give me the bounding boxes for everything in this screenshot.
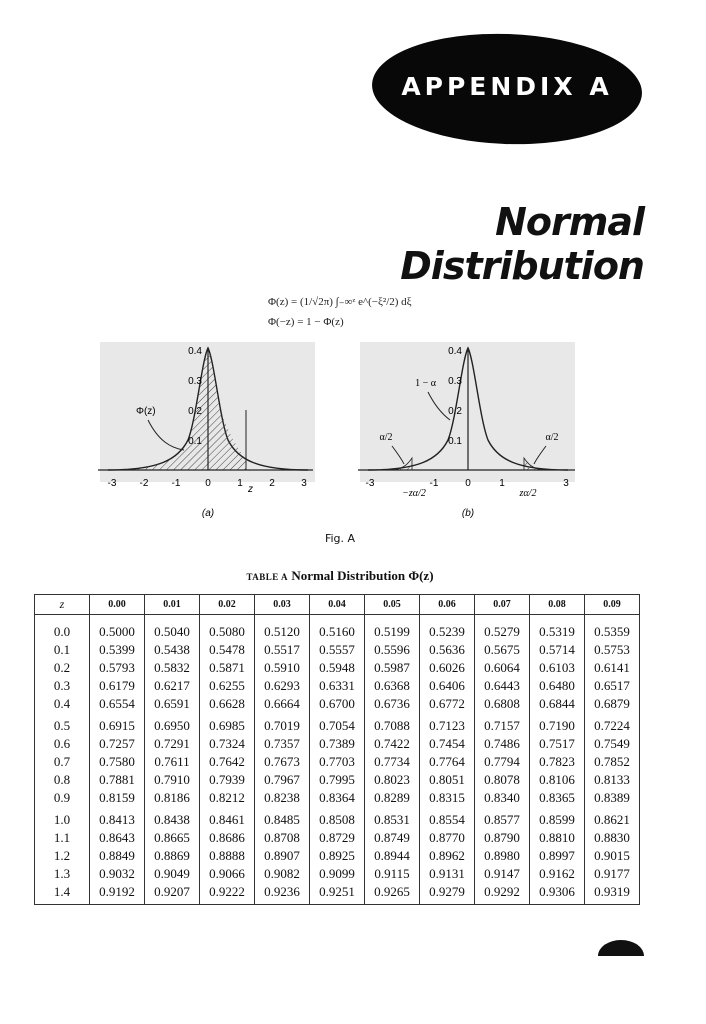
formula-cdf: Φ(z) = (1/√2π) ∫₋∞ᶻ e^(−ξ²/2) dξ <box>268 296 412 308</box>
panel-a-xtick-6: 2 <box>269 478 275 489</box>
probability-cell: 0.6368 <box>365 677 420 695</box>
header-0.07: 0.07 <box>475 595 530 615</box>
panel-a-z-label: z <box>248 484 253 495</box>
panel-a-label: (a) <box>201 508 215 519</box>
header-0.00: 0.00 <box>90 595 145 615</box>
z-value-cell: 0.8 <box>35 771 90 789</box>
probability-cell: 0.6103 <box>530 659 585 677</box>
z-value-cell: 0.7 <box>35 753 90 771</box>
probability-cell: 0.8531 <box>365 807 420 829</box>
probability-cell: 0.9066 <box>200 865 255 883</box>
z-value-cell: 0.5 <box>35 713 90 735</box>
panel-b-xtick-4: 1 <box>499 478 505 489</box>
probability-cell: 0.7703 <box>310 753 365 771</box>
table-row <box>35 829 640 847</box>
probability-cell: 0.8997 <box>530 847 585 865</box>
panel-a-xtick-3: -1 <box>171 478 181 489</box>
probability-cell: 0.8340 <box>475 789 530 807</box>
probability-cell: 0.9099 <box>310 865 365 883</box>
probability-cell: 0.7764 <box>420 753 475 771</box>
probability-cell: 0.9177 <box>585 865 640 883</box>
panel-b-xtick-1: -3 <box>365 478 375 489</box>
probability-cell: 0.9162 <box>530 865 585 883</box>
probability-cell: 0.6915 <box>90 713 145 735</box>
probability-cell: 0.6591 <box>145 695 200 713</box>
probability-cell: 0.7673 <box>255 753 310 771</box>
table-caption-title: Normal Distribution Φ(z) <box>291 568 434 583</box>
panel-b <box>358 342 575 519</box>
probability-cell: 0.6443 <box>475 677 530 695</box>
normal-distribution-table <box>34 594 640 905</box>
panel-b-right-tail-label: α/2 <box>545 432 559 443</box>
probability-cell: 0.8869 <box>145 847 200 865</box>
panel-a-curve-label: Φ(z) <box>136 406 156 417</box>
probability-cell: 0.9131 <box>420 865 475 883</box>
page-title: Normal Distribution <box>400 200 644 288</box>
probability-cell: 0.6141 <box>585 659 640 677</box>
probability-cell: 0.5120 <box>255 615 310 642</box>
table-row <box>35 753 640 771</box>
appendix-label: APPENDIX A <box>401 72 613 101</box>
probability-cell: 0.8643 <box>90 829 145 847</box>
z-value-cell: 0.3 <box>35 677 90 695</box>
table-body <box>35 615 640 905</box>
panel-a-xtick-2: -2 <box>139 478 149 489</box>
header-z: z <box>35 595 90 615</box>
probability-cell: 0.8962 <box>420 847 475 865</box>
probability-cell: 0.7454 <box>420 735 475 753</box>
probability-cell: 0.7389 <box>310 735 365 753</box>
probability-cell: 0.9236 <box>255 883 310 905</box>
probability-cell: 0.7324 <box>200 735 255 753</box>
probability-cell: 0.5636 <box>420 641 475 659</box>
probability-cell: 0.5000 <box>90 615 145 642</box>
table-row <box>35 695 640 713</box>
probability-cell: 0.5793 <box>90 659 145 677</box>
probability-cell: 0.8238 <box>255 789 310 807</box>
probability-cell: 0.8790 <box>475 829 530 847</box>
probability-cell: 0.8577 <box>475 807 530 829</box>
probability-cell: 0.6217 <box>145 677 200 695</box>
probability-cell: 0.8980 <box>475 847 530 865</box>
probability-cell: 0.6736 <box>365 695 420 713</box>
panel-a-xtick-5: 1 <box>237 478 243 489</box>
probability-cell: 0.6179 <box>90 677 145 695</box>
probability-cell: 0.7157 <box>475 713 530 735</box>
panel-b-left-tail-label: α/2 <box>379 432 393 443</box>
probability-cell: 0.8925 <box>310 847 365 865</box>
header-0.05: 0.05 <box>365 595 420 615</box>
probability-cell: 0.8485 <box>255 807 310 829</box>
probability-cell: 0.7190 <box>530 713 585 735</box>
probability-cell: 0.9049 <box>145 865 200 883</box>
table-row <box>35 677 640 695</box>
probability-cell: 0.6331 <box>310 677 365 695</box>
probability-cell: 0.6026 <box>420 659 475 677</box>
probability-cell: 0.6772 <box>420 695 475 713</box>
probability-cell: 0.8106 <box>530 771 585 789</box>
probability-cell: 0.5557 <box>310 641 365 659</box>
probability-cell: 0.5987 <box>365 659 420 677</box>
probability-cell: 0.9147 <box>475 865 530 883</box>
probability-cell: 0.7910 <box>145 771 200 789</box>
probability-cell: 0.8413 <box>90 807 145 829</box>
probability-cell: 0.5596 <box>365 641 420 659</box>
probability-cell: 0.5239 <box>420 615 475 642</box>
probability-cell: 0.9015 <box>585 847 640 865</box>
table-caption-prefix: TABLE A <box>246 572 289 582</box>
probability-cell: 0.6844 <box>530 695 585 713</box>
probability-cell: 0.7580 <box>90 753 145 771</box>
probability-cell: 0.8708 <box>255 829 310 847</box>
probability-cell: 0.8907 <box>255 847 310 865</box>
probability-cell: 0.5948 <box>310 659 365 677</box>
probability-cell: 0.5910 <box>255 659 310 677</box>
probability-cell: 0.5399 <box>90 641 145 659</box>
panel-a-xtick-4: 0 <box>205 478 211 489</box>
probability-cell: 0.9251 <box>310 883 365 905</box>
probability-cell: 0.5319 <box>530 615 585 642</box>
probability-cell: 0.8554 <box>420 807 475 829</box>
probability-cell: 0.8621 <box>585 807 640 829</box>
probability-cell: 0.7823 <box>530 753 585 771</box>
probability-cell: 0.5160 <box>310 615 365 642</box>
z-value-cell: 0.0 <box>35 615 90 642</box>
probability-cell: 0.8749 <box>365 829 420 847</box>
probability-cell: 0.8186 <box>145 789 200 807</box>
probability-cell: 0.7123 <box>420 713 475 735</box>
probability-cell: 0.6554 <box>90 695 145 713</box>
probability-cell: 0.7088 <box>365 713 420 735</box>
probability-cell: 0.8830 <box>585 829 640 847</box>
header-0.03: 0.03 <box>255 595 310 615</box>
probability-cell: 0.5040 <box>145 615 200 642</box>
probability-cell: 0.8508 <box>310 807 365 829</box>
panel-b-ytick-4: 0.1 <box>448 436 462 447</box>
panel-b-ytick-2: 0.3 <box>448 376 462 387</box>
table-row <box>35 735 640 753</box>
probability-cell: 0.7611 <box>145 753 200 771</box>
probability-cell: 0.9319 <box>585 883 640 905</box>
formula-symmetry: Φ(−z) = 1 − Φ(z) <box>268 316 344 328</box>
probability-cell: 0.6700 <box>310 695 365 713</box>
table-row <box>35 883 640 905</box>
probability-cell: 0.8729 <box>310 829 365 847</box>
table-row <box>35 641 640 659</box>
probability-cell: 0.5871 <box>200 659 255 677</box>
probability-cell: 0.9082 <box>255 865 310 883</box>
probability-cell: 0.5438 <box>145 641 200 659</box>
z-value-cell: 1.3 <box>35 865 90 883</box>
table-row <box>35 789 640 807</box>
probability-cell: 0.8770 <box>420 829 475 847</box>
probability-cell: 0.6808 <box>475 695 530 713</box>
probability-cell: 0.7224 <box>585 713 640 735</box>
probability-cell: 0.7291 <box>145 735 200 753</box>
probability-cell: 0.8665 <box>145 829 200 847</box>
z-value-cell: 0.4 <box>35 695 90 713</box>
probability-cell: 0.5517 <box>255 641 310 659</box>
probability-cell: 0.8810 <box>530 829 585 847</box>
table-header-row <box>35 595 640 615</box>
figure-caption: Fig. A <box>324 532 356 545</box>
probability-cell: 0.8289 <box>365 789 420 807</box>
panel-b-label: (b) <box>461 508 475 519</box>
probability-cell: 0.9292 <box>475 883 530 905</box>
probability-cell: 0.7852 <box>585 753 640 771</box>
probability-cell: 0.6879 <box>585 695 640 713</box>
probability-cell: 0.8023 <box>365 771 420 789</box>
panel-b-xtick-2: -1 <box>429 478 439 489</box>
probability-cell: 0.6628 <box>200 695 255 713</box>
probability-cell: 0.7995 <box>310 771 365 789</box>
header-0.01: 0.01 <box>145 595 200 615</box>
probability-cell: 0.7794 <box>475 753 530 771</box>
probability-cell: 0.8133 <box>585 771 640 789</box>
panel-b-right-crit-label: zα/2 <box>519 488 537 499</box>
probability-cell: 0.8051 <box>420 771 475 789</box>
probability-cell: 0.9279 <box>420 883 475 905</box>
probability-cell: 0.6985 <box>200 713 255 735</box>
z-value-cell: 1.0 <box>35 807 90 829</box>
probability-cell: 0.5199 <box>365 615 420 642</box>
probability-cell: 0.7939 <box>200 771 255 789</box>
probability-cell: 0.7486 <box>475 735 530 753</box>
figure-area <box>98 340 578 530</box>
normal-curve-figure <box>98 340 578 530</box>
table-row <box>35 847 640 865</box>
probability-cell: 0.8888 <box>200 847 255 865</box>
probability-cell: 0.8212 <box>200 789 255 807</box>
probability-cell: 0.5714 <box>530 641 585 659</box>
panel-b-xtick-3: 0 <box>465 478 471 489</box>
panel-a-xtick-7: 3 <box>301 478 307 489</box>
probability-cell: 0.7881 <box>90 771 145 789</box>
panel-b-xtick-5: 3 <box>563 478 569 489</box>
probability-cell: 0.6293 <box>255 677 310 695</box>
probability-cell: 0.8159 <box>90 789 145 807</box>
table-row <box>35 713 640 735</box>
probability-cell: 0.6255 <box>200 677 255 695</box>
z-value-cell: 1.2 <box>35 847 90 865</box>
header-0.08: 0.08 <box>530 595 585 615</box>
probability-cell: 0.7967 <box>255 771 310 789</box>
probability-cell: 0.7549 <box>585 735 640 753</box>
probability-cell: 0.9192 <box>90 883 145 905</box>
probability-cell: 0.5675 <box>475 641 530 659</box>
probability-cell: 0.8686 <box>200 829 255 847</box>
panel-b-ytick-1: 0.4 <box>448 346 462 357</box>
page-corner-mark <box>598 940 644 956</box>
table-row <box>35 771 640 789</box>
probability-cell: 0.7019 <box>255 713 310 735</box>
probability-cell: 0.8365 <box>530 789 585 807</box>
probability-cell: 0.7734 <box>365 753 420 771</box>
probability-cell: 0.5478 <box>200 641 255 659</box>
header-0.09: 0.09 <box>585 595 640 615</box>
probability-cell: 0.6664 <box>255 695 310 713</box>
panel-a-xtick-1: -3 <box>107 478 117 489</box>
probability-cell: 0.8599 <box>530 807 585 829</box>
panel-a-ytick-1: 0.4 <box>188 346 202 357</box>
probability-cell: 0.7422 <box>365 735 420 753</box>
probability-cell: 0.5832 <box>145 659 200 677</box>
z-value-cell: 1.4 <box>35 883 90 905</box>
probability-cell: 0.5080 <box>200 615 255 642</box>
probability-cell: 0.8849 <box>90 847 145 865</box>
table-row <box>35 807 640 829</box>
probability-cell: 0.9265 <box>365 883 420 905</box>
probability-cell: 0.8078 <box>475 771 530 789</box>
table-caption <box>180 568 500 584</box>
probability-cell: 0.5279 <box>475 615 530 642</box>
probability-cell: 0.5753 <box>585 641 640 659</box>
table-row <box>35 865 640 883</box>
probability-cell: 0.5359 <box>585 615 640 642</box>
probability-cell: 0.7357 <box>255 735 310 753</box>
probability-cell: 0.8944 <box>365 847 420 865</box>
probability-cell: 0.6517 <box>585 677 640 695</box>
probability-cell: 0.6406 <box>420 677 475 695</box>
table-row <box>35 615 640 642</box>
panel-a-ytick-3: 0.2 <box>188 406 202 417</box>
probability-cell: 0.8389 <box>585 789 640 807</box>
probability-cell: 0.7517 <box>530 735 585 753</box>
probability-cell: 0.6480 <box>530 677 585 695</box>
probability-cell: 0.8315 <box>420 789 475 807</box>
probability-cell: 0.8364 <box>310 789 365 807</box>
panel-a-ytick-4: 0.1 <box>188 436 202 447</box>
probability-cell: 0.9115 <box>365 865 420 883</box>
panel-a <box>98 342 315 519</box>
panel-b-center-label: 1 − α <box>415 378 436 389</box>
probability-cell: 0.9032 <box>90 865 145 883</box>
panel-b-ytick-3: 0.2 <box>448 406 462 417</box>
z-value-cell: 1.1 <box>35 829 90 847</box>
table-row <box>35 659 640 677</box>
probability-cell: 0.9207 <box>145 883 200 905</box>
probability-cell: 0.7054 <box>310 713 365 735</box>
z-value-cell: 0.6 <box>35 735 90 753</box>
z-value-cell: 0.1 <box>35 641 90 659</box>
probability-cell: 0.8461 <box>200 807 255 829</box>
probability-cell: 0.6950 <box>145 713 200 735</box>
z-value-cell: 0.9 <box>35 789 90 807</box>
panel-b-left-crit-label: −zα/2 <box>402 488 426 499</box>
header-0.06: 0.06 <box>420 595 475 615</box>
formula-block <box>268 292 428 332</box>
z-value-cell: 0.2 <box>35 659 90 677</box>
probability-cell: 0.7642 <box>200 753 255 771</box>
probability-cell: 0.9306 <box>530 883 585 905</box>
header-0.04: 0.04 <box>310 595 365 615</box>
panel-a-ytick-2: 0.3 <box>188 376 202 387</box>
probability-cell: 0.8438 <box>145 807 200 829</box>
probability-cell: 0.9222 <box>200 883 255 905</box>
probability-cell: 0.6064 <box>475 659 530 677</box>
header-0.02: 0.02 <box>200 595 255 615</box>
probability-cell: 0.7257 <box>90 735 145 753</box>
